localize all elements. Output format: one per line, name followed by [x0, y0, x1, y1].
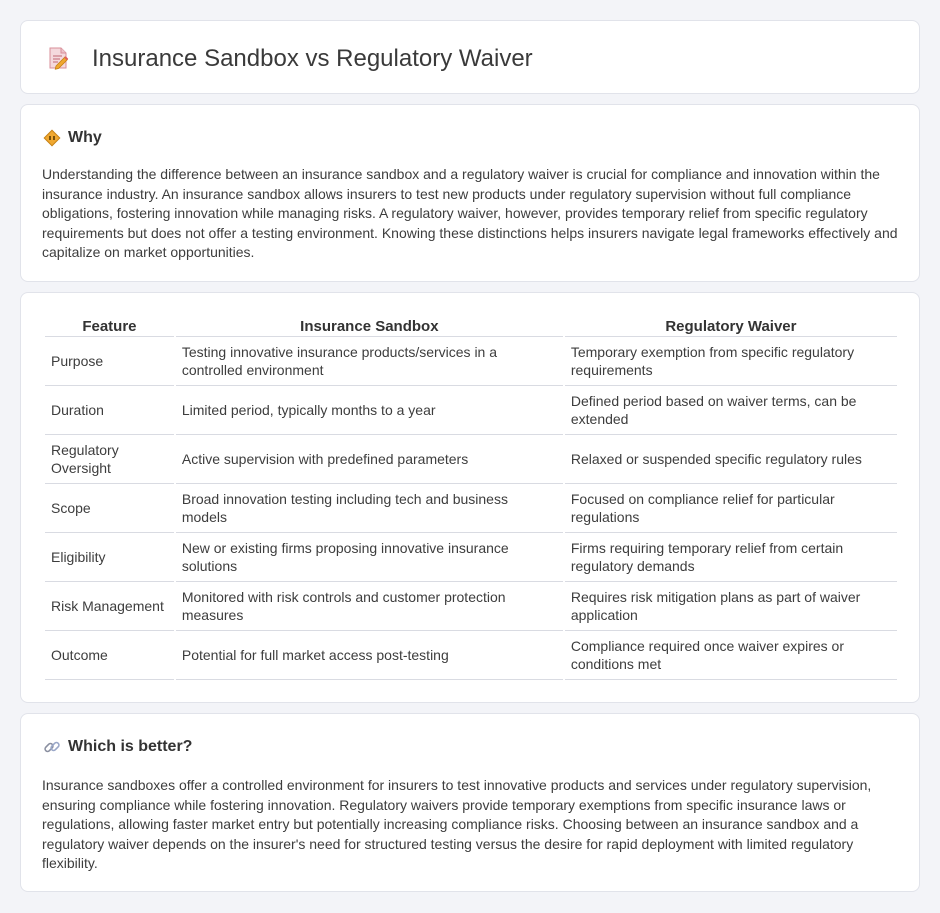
- sandbox-cell: Potential for full market access post-testing: [176, 631, 563, 680]
- better-heading-row: [43, 736, 192, 758]
- waiver-cell: Temporary exemption from specific regulatory requirements: [565, 337, 897, 386]
- table-row: [45, 582, 897, 631]
- sandbox-cell: Limited period, typically months to a year: [176, 386, 563, 435]
- sandbox-cell: New or existing firms proposing innovative insurance solutions: [176, 533, 563, 582]
- waiver-cell: Focused on compliance relief for particular regulations: [565, 484, 897, 533]
- waiver-cell: Compliance required once waiver expires or conditions met: [565, 631, 897, 680]
- why-text: Understanding the difference between an insurance sandbox and a regulatory waiver is crucial for compliance and innovation within the insurance industry. An insurance sandbox allows insurers to test new products under regulatory supervision without full compliance obligations, fostering innovation while managing risks. A regulatory waiver, however, provides temporary relief from specific regulatory requirements but does not offer a testing environment. Knowing these distinctions helps insurers navigate legal frameworks effectively and capitalize on market opportunities.: [42, 166, 898, 260]
- why-heading-row: [43, 127, 102, 149]
- waiver-cell: Defined period based on waiver terms, can be extended: [565, 386, 897, 435]
- table-row: [45, 435, 897, 484]
- table-row: [45, 386, 897, 435]
- table-row: [45, 337, 897, 386]
- column-header-feature: Feature: [45, 314, 174, 337]
- link-icon: [43, 738, 61, 756]
- better-heading: Which is better?: [68, 738, 193, 755]
- better-text: Insurance sandboxes offer a controlled environment for insurers to test innovative products and services under regulatory supervision, ensuring compliance while fostering innovation. Regulatory waivers provide temporary exemptions from specific insurance laws or regulations, allowing faster market entry but potentially increasing compliance risks. Choosing between an insurance sandbox and a regulatory waiver depends on the insurer's need for structured testing versus the desire for rapid deployment with limited regulatory flexibility.: [42, 777, 872, 871]
- comparison-table: [43, 314, 899, 680]
- feature-cell: Regulatory Oversight: [45, 435, 174, 484]
- why-section: [20, 104, 920, 282]
- feature-cell: Outcome: [45, 631, 174, 680]
- comparison-section: [20, 292, 920, 703]
- why-heading: Why: [68, 129, 102, 146]
- table-row: [45, 533, 897, 582]
- document-pencil-icon: [47, 46, 69, 70]
- waiver-cell: Requires risk mitigation plans as part of waiver application: [565, 582, 897, 631]
- sandbox-cell: Monitored with risk controls and customer protection measures: [176, 582, 563, 631]
- diamond-sign-icon: [43, 129, 61, 147]
- feature-cell: Purpose: [45, 337, 174, 386]
- table-row: [45, 484, 897, 533]
- column-header-insurance-sandbox: Insurance Sandbox: [176, 314, 563, 337]
- title-card: [20, 20, 920, 94]
- sandbox-cell: Testing innovative insurance products/services in a controlled environment: [176, 337, 563, 386]
- sandbox-cell: Active supervision with predefined parameters: [176, 435, 563, 484]
- waiver-cell: Firms requiring temporary relief from certain regulatory demands: [565, 533, 897, 582]
- waiver-cell: Relaxed or suspended specific regulatory rules: [565, 435, 897, 484]
- table-row: [45, 631, 897, 680]
- sandbox-cell: Broad innovation testing including tech and business models: [176, 484, 563, 533]
- feature-cell: Risk Management: [45, 582, 174, 631]
- feature-cell: Eligibility: [45, 533, 174, 582]
- feature-cell: Scope: [45, 484, 174, 533]
- page-title: Insurance Sandbox vs Regulatory Waiver: [92, 45, 533, 72]
- column-header-regulatory-waiver: Regulatory Waiver: [565, 314, 897, 337]
- feature-cell: Duration: [45, 386, 174, 435]
- table-header-row: [45, 314, 897, 337]
- which-is-better-section: [20, 713, 920, 892]
